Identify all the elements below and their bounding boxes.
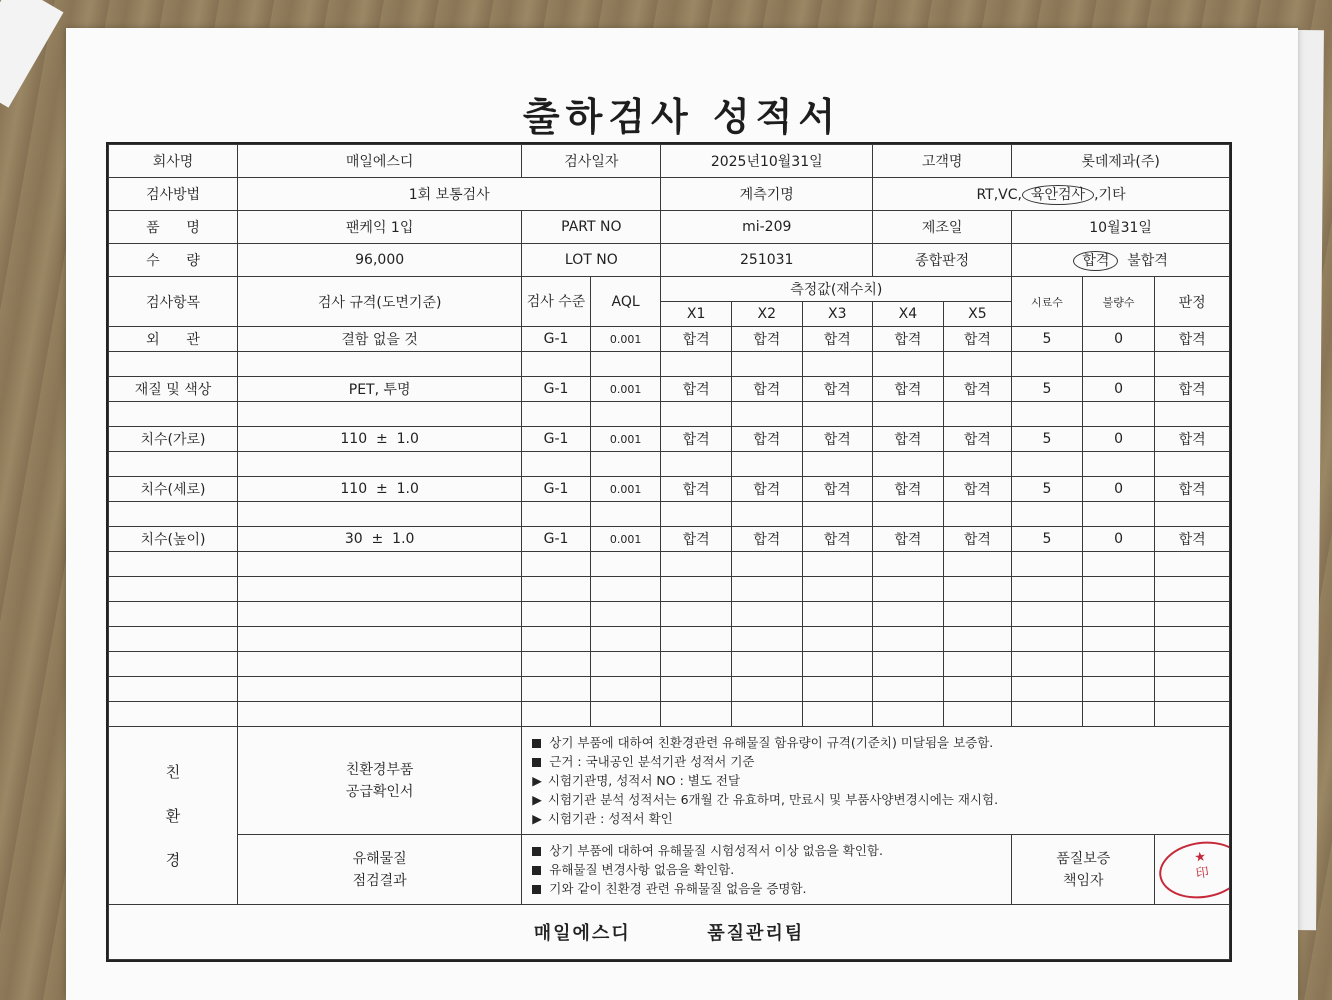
- square-bullet-icon: [532, 847, 541, 856]
- blank-row: [109, 352, 1230, 377]
- row-aql: 0.001: [590, 527, 661, 552]
- row-item: 치수(높이): [109, 527, 238, 552]
- eco-cert-label: [238, 727, 522, 835]
- red-seal-stamp: ★ 印: [1156, 836, 1230, 903]
- row-x4: 합격: [873, 527, 944, 552]
- hazard-label: [238, 835, 522, 905]
- row-level: G-1: [522, 327, 591, 352]
- row-defect: 0: [1082, 527, 1155, 552]
- eco-cert-label-line1: 친환경부품: [345, 761, 414, 778]
- company-label: 회사명: [109, 145, 238, 178]
- triangle-bullet-icon: ▶: [532, 773, 542, 788]
- qa-label: [1012, 835, 1155, 905]
- row-x3: 합격: [802, 527, 873, 552]
- header-row-1: [109, 145, 1230, 178]
- row-x5: 합격: [943, 377, 1012, 402]
- row-sample: 5: [1012, 527, 1083, 552]
- triangle-bullet-icon: ▶: [532, 792, 542, 807]
- company-value: 매일에스디: [238, 145, 522, 178]
- col-aql: AQL: [590, 277, 661, 327]
- row-x1: 합격: [661, 327, 732, 352]
- square-bullet-icon: [532, 885, 541, 894]
- instrument-circled: 육안검사: [1022, 185, 1094, 205]
- blank-row: [109, 452, 1230, 477]
- eco-cert-label-line2: 공급확인서: [345, 783, 414, 800]
- qty-value: 96,000: [238, 244, 522, 277]
- table-row: [109, 427, 1230, 452]
- col-judge: 판정: [1155, 277, 1230, 327]
- qa-label-line1: 품질보증: [1056, 850, 1111, 867]
- note-item: 상기 부품에 대하여 친환경관련 유해물질 함유량이 규격(기준치) 미달됨을 보증함.: [532, 733, 1219, 752]
- row-x1: 합격: [661, 477, 732, 502]
- row-x5: 합격: [943, 427, 1012, 452]
- row-item: 치수(세로): [109, 477, 238, 502]
- row-x4: 합격: [873, 477, 944, 502]
- blank-row: [109, 552, 1230, 577]
- col-item: 검사항목: [109, 277, 238, 327]
- row-level: G-1: [522, 427, 591, 452]
- inspect-date-value: 2025년10월31일: [661, 145, 873, 178]
- table-row: [109, 377, 1230, 402]
- col-spec: 검사 규격(도면기준): [238, 277, 522, 327]
- note-item: 기와 같이 친환경 관련 유해물질 없음을 증명함.: [532, 879, 1001, 898]
- row-level: G-1: [522, 527, 591, 552]
- instrument-value: [873, 178, 1230, 211]
- row-sample: 5: [1012, 377, 1083, 402]
- verdict-label: 종합판정: [873, 244, 1012, 277]
- eco-side-char-1: 친: [165, 762, 181, 781]
- blank-row: [109, 652, 1230, 677]
- table-row: [109, 327, 1230, 352]
- row-item: 외 관: [109, 327, 238, 352]
- qa-stamp-cell: [1155, 835, 1230, 905]
- row-defect: 0: [1082, 327, 1155, 352]
- method-value: 1회 보통검사: [238, 178, 661, 211]
- customer-value: 롯데제과(주): [1012, 145, 1230, 178]
- row-x1: 합격: [661, 377, 732, 402]
- row-aql: 0.001: [590, 377, 661, 402]
- eco-side-char-2: 환: [165, 806, 181, 825]
- hazard-label-line1: 유해물질: [352, 850, 407, 867]
- blank-row: [109, 577, 1230, 602]
- part-label: PART NO: [522, 211, 661, 244]
- eco-side-char-3: 경: [165, 850, 181, 869]
- row-sample: 5: [1012, 327, 1083, 352]
- col-measured: 측정값(재수치): [661, 277, 1012, 302]
- eco-cert-notes: [522, 727, 1230, 835]
- mfg-label: 제조일: [873, 211, 1012, 244]
- mfg-value: 10월31일: [1012, 211, 1230, 244]
- row-x4: 합격: [873, 377, 944, 402]
- note-item: 상기 부품에 대하여 유해물질 시험성적서 이상 없음을 확인함.: [532, 841, 1001, 860]
- row-x1: 합격: [661, 427, 732, 452]
- part-value: mi-209: [661, 211, 873, 244]
- col-defect: 불량수: [1082, 277, 1155, 327]
- method-label: 검사방법: [109, 178, 238, 211]
- verdict-value: [1012, 244, 1230, 277]
- header-row-3: [109, 211, 1230, 244]
- footer-company: 매일에스디: [533, 923, 631, 944]
- verdict-fail: 불합격: [1127, 253, 1168, 269]
- instrument-prefix: RT,VC,: [976, 187, 1022, 203]
- row-sample: 5: [1012, 427, 1083, 452]
- row-spec: 결함 없을 것: [238, 327, 522, 352]
- row-x5: 합격: [943, 527, 1012, 552]
- blank-row: [109, 702, 1230, 727]
- row-item: 재질 및 색상: [109, 377, 238, 402]
- row-spec: 30 ± 1.0: [238, 527, 522, 552]
- row-x1: 합격: [661, 527, 732, 552]
- row-spec: 110 ± 1.0: [238, 477, 522, 502]
- col-x3: X3: [802, 302, 873, 327]
- blank-row: [109, 502, 1230, 527]
- row-aql: 0.001: [590, 477, 661, 502]
- document-title: 출하검사 성적서: [522, 95, 842, 139]
- col-x5: X5: [943, 302, 1012, 327]
- row-judge: 합격: [1155, 527, 1230, 552]
- row-sample: 5: [1012, 477, 1083, 502]
- row-aql: 0.001: [590, 327, 661, 352]
- row-x2: 합격: [731, 377, 802, 402]
- column-header-row-1: [109, 277, 1230, 302]
- inspection-form-table: [108, 144, 1230, 960]
- row-spec: 110 ± 1.0: [238, 427, 522, 452]
- eco-cert-row: [109, 727, 1230, 835]
- row-x5: 합격: [943, 477, 1012, 502]
- row-judge: 합격: [1155, 327, 1230, 352]
- header-row-2: [109, 178, 1230, 211]
- row-x2: 합격: [731, 327, 802, 352]
- note-item: ▶ 시험기관 : 성적서 확인: [532, 811, 673, 826]
- footer-row: [109, 905, 1230, 960]
- row-x3: 합격: [802, 327, 873, 352]
- blank-row: [109, 602, 1230, 627]
- col-x1: X1: [661, 302, 732, 327]
- row-x4: 합격: [873, 327, 944, 352]
- product-label: 품 명: [109, 211, 238, 244]
- row-x2: 합격: [731, 527, 802, 552]
- row-defect: 0: [1082, 377, 1155, 402]
- row-level: G-1: [522, 377, 591, 402]
- col-level: 검사 수준: [522, 277, 591, 327]
- row-judge: 합격: [1155, 477, 1230, 502]
- customer-label: 고객명: [873, 145, 1012, 178]
- row-aql: 0.001: [590, 427, 661, 452]
- row-judge: 합격: [1155, 377, 1230, 402]
- row-x2: 합격: [731, 477, 802, 502]
- note-item: ▶ 시험기관명, 성적서 NO : 별도 전달: [532, 773, 741, 788]
- square-bullet-icon: [532, 739, 541, 748]
- eco-hazard-row: [109, 835, 1230, 905]
- row-defect: 0: [1082, 427, 1155, 452]
- lot-label: LOT NO: [522, 244, 661, 277]
- row-x3: 합격: [802, 427, 873, 452]
- blank-row: [109, 677, 1230, 702]
- footer-team: 품질관리팀: [707, 923, 805, 944]
- lot-value: 251031: [661, 244, 873, 277]
- triangle-bullet-icon: ▶: [532, 811, 542, 826]
- table-row: [109, 477, 1230, 502]
- qa-label-line2: 책임자: [1062, 872, 1104, 889]
- footer-cell: [109, 905, 1230, 960]
- eco-side-label: [109, 727, 238, 905]
- instrument-suffix: ,기타: [1094, 187, 1126, 203]
- row-level: G-1: [522, 477, 591, 502]
- row-x3: 합격: [802, 377, 873, 402]
- row-x2: 합격: [731, 427, 802, 452]
- col-x4: X4: [873, 302, 944, 327]
- blank-row: [109, 627, 1230, 652]
- col-sample: 시료수: [1012, 277, 1083, 327]
- row-judge: 합격: [1155, 427, 1230, 452]
- note-item: 근거 : 국내공인 분석기관 성적서 기준: [532, 752, 1219, 771]
- row-item: 치수(가로): [109, 427, 238, 452]
- note-item: 유해물질 변경사항 없음을 확인함.: [532, 860, 1001, 879]
- product-value: 팬케익 1입: [238, 211, 522, 244]
- row-x3: 합격: [802, 477, 873, 502]
- header-row-4: [109, 244, 1230, 277]
- hazard-notes: [522, 835, 1012, 905]
- verdict-pass: 합격: [1073, 251, 1118, 271]
- col-x2: X2: [731, 302, 802, 327]
- row-x4: 합격: [873, 427, 944, 452]
- square-bullet-icon: [532, 866, 541, 875]
- row-spec: PET, 투명: [238, 377, 522, 402]
- hazard-label-line2: 점검결과: [352, 872, 407, 889]
- row-defect: 0: [1082, 477, 1155, 502]
- inspection-report-sheet: [66, 28, 1298, 1000]
- qty-label: 수 량: [109, 244, 238, 277]
- square-bullet-icon: [532, 758, 541, 767]
- blank-row: [109, 402, 1230, 427]
- inspect-date-label: 검사일자: [522, 145, 661, 178]
- table-row: [109, 527, 1230, 552]
- instrument-label: 계측기명: [661, 178, 873, 211]
- note-item: ▶ 시험기관 분석 성적서는 6개월 간 유효하며, 만료시 및 부품사양변경시에는 재시험.: [532, 792, 999, 807]
- row-x5: 합격: [943, 327, 1012, 352]
